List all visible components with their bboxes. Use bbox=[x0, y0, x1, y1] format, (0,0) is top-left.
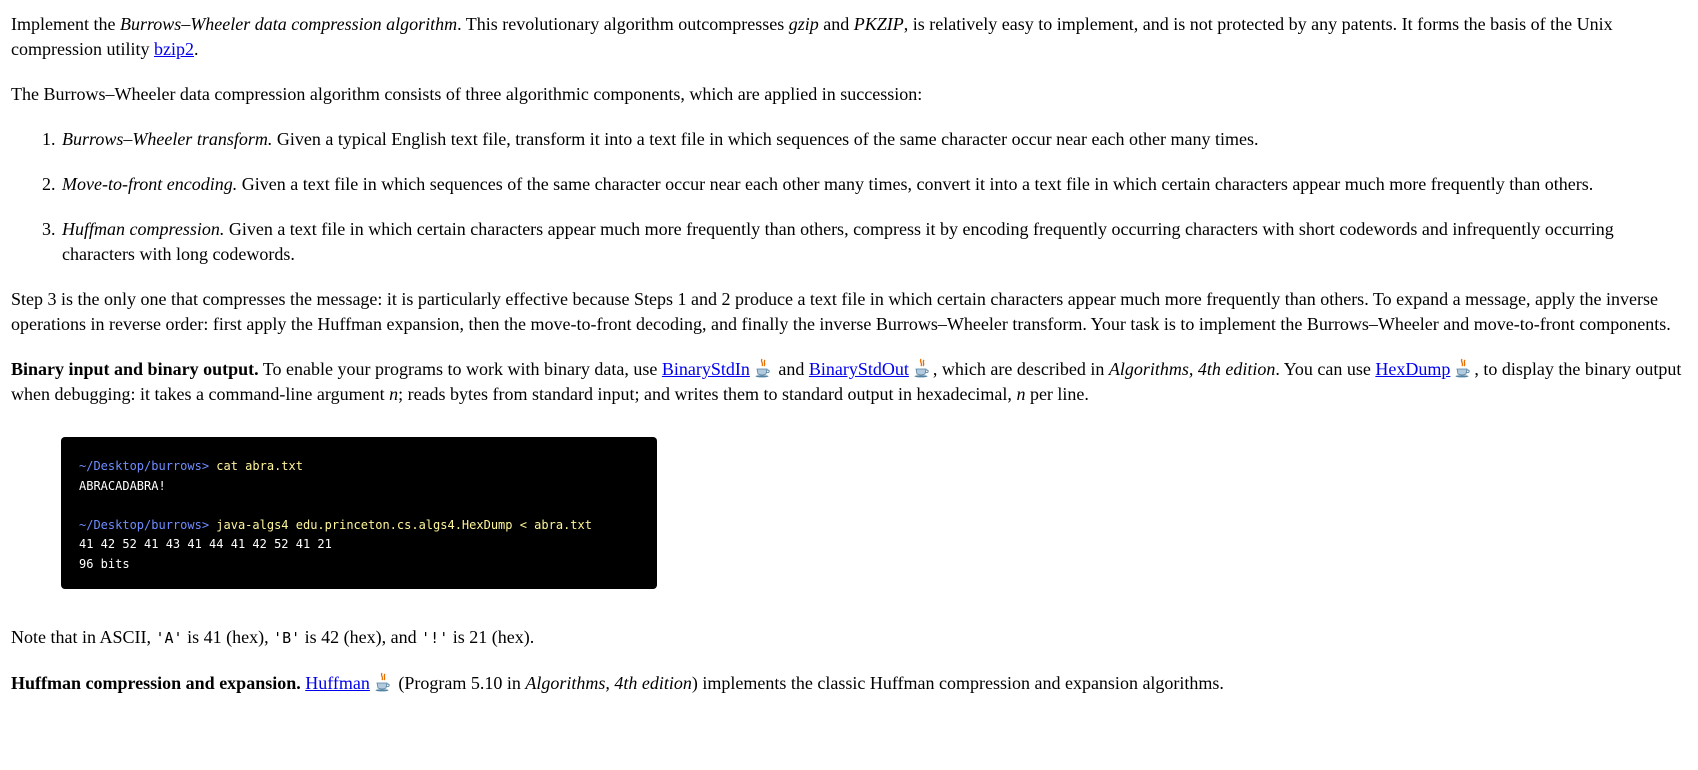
step-text: Given a text file in which certain characters appear much more frequently than others, compress it by encoding frequently occurring characters with short codewords and infrequently occurring characters with long codewords. bbox=[62, 219, 1614, 264]
ascii-code: 'B' bbox=[273, 629, 301, 647]
terminal-line bbox=[79, 457, 639, 477]
intro-paragraph bbox=[11, 12, 1686, 62]
terminal-blank-line bbox=[79, 496, 639, 516]
java-coffee-cup-icon[interactable] bbox=[913, 358, 930, 378]
terminal-output: 41 42 52 41 43 41 44 41 42 52 41 21 bbox=[79, 537, 332, 551]
java-coffee-cup-icon[interactable] bbox=[754, 358, 771, 378]
binary-io-text: ; reads bytes from standard input; and writes them to standard output in hexadecimal, bbox=[398, 384, 1017, 404]
argument-n: n bbox=[1016, 384, 1026, 404]
book-title: Algorithms, 4th edition bbox=[525, 673, 692, 693]
binary-io-text: . You can use bbox=[1275, 359, 1376, 379]
list-item bbox=[60, 217, 1686, 267]
list-item bbox=[60, 172, 1686, 197]
book-title: Algorithms, 4th edition bbox=[1108, 359, 1276, 379]
java-coffee-cup-icon[interactable] bbox=[374, 672, 391, 692]
terminal-command: java-algs4 edu.princeton.cs.algs4.HexDump < abra.txt bbox=[216, 517, 592, 532]
binary-io-paragraph bbox=[11, 357, 1686, 407]
components-list bbox=[11, 127, 1686, 267]
list-item bbox=[60, 127, 1686, 152]
hexdump-link[interactable]: HexDump bbox=[1375, 359, 1451, 379]
step-text: Given a typical English text file, transform it into a text file in which sequences of the same character occur near each other many times. bbox=[272, 129, 1259, 149]
intro-text: . This revolutionary algorithm outcompresses bbox=[457, 14, 789, 34]
binarystdin-link[interactable]: BinaryStdIn bbox=[661, 359, 750, 379]
argument-n: n bbox=[389, 384, 399, 404]
ascii-code: '!' bbox=[421, 629, 449, 647]
huffman-link[interactable]: Huffman bbox=[305, 673, 370, 693]
intro-text: . bbox=[194, 39, 199, 59]
intro-text: , is relatively easy to implement, and is not protected by any patents. It forms the basis of the Unix compression utility bbox=[11, 14, 1613, 59]
intro-text: Implement the bbox=[11, 14, 120, 34]
ascii-note bbox=[11, 625, 1686, 651]
components-intro: The Burrows–Wheeler data compression algorithm consists of three algorithmic components, which are applied in succession: bbox=[11, 84, 923, 104]
ascii-text: is 41 (hex), bbox=[182, 627, 274, 647]
binary-io-text: and bbox=[773, 359, 809, 379]
binary-io-heading: Binary input and binary output. bbox=[11, 359, 259, 379]
terminal-output: ABRACADABRA! bbox=[79, 478, 166, 493]
step-title: Move-to-front encoding. bbox=[62, 174, 238, 194]
terminal-line bbox=[79, 516, 639, 536]
terminal-prompt: ~/Desktop/burrows> bbox=[79, 517, 217, 532]
step3-paragraph: Step 3 is the only one that compresses the message: it is particularly effective because Steps 1 and 2 produce a text file in which certain characters appear much more frequently than others. To expand a message, apply the inverse operations in reverse order: first apply the Huffman expansion, then the move-to-front decoding, and finally the inverse Burrows–Wheeler transform. Your task is to implement the Burrows–Wheeler and move-to-front components. bbox=[11, 289, 1671, 334]
binarystdout-link[interactable]: BinaryStdOut bbox=[808, 359, 909, 379]
intro-algorithm-name: Burrows–Wheeler data compression algorithm bbox=[119, 14, 458, 34]
step-title: Burrows–Wheeler transform. bbox=[62, 129, 273, 149]
terminal-prompt: ~/Desktop/burrows> bbox=[79, 459, 217, 473]
ascii-text: is 21 (hex). bbox=[448, 627, 535, 647]
terminal-command: cat abra.txt bbox=[216, 459, 303, 473]
huffman-text: (Program 5.10 in bbox=[393, 673, 526, 693]
java-coffee-cup-icon[interactable] bbox=[1454, 358, 1471, 378]
binary-io-text: , which are described in bbox=[932, 359, 1109, 379]
huffman-text: ) implements the classic Huffman compression and expansion algorithms. bbox=[691, 673, 1224, 693]
binary-io-text: per line. bbox=[1025, 384, 1089, 404]
huffman-heading: Huffman compression and expansion. bbox=[11, 673, 301, 693]
intro-text: and bbox=[818, 14, 854, 34]
ascii-code: 'A' bbox=[155, 629, 183, 647]
intro-gzip: gzip bbox=[788, 14, 819, 34]
huffman-paragraph bbox=[11, 671, 1686, 696]
terminal-output: 96 bits bbox=[79, 556, 130, 571]
terminal-example bbox=[61, 437, 657, 589]
ascii-text: Note that in ASCII, bbox=[11, 627, 156, 647]
binary-io-text: To enable your programs to work with binary data, use bbox=[258, 359, 662, 379]
binary-io-text: , to display the binary output when debugging: it takes a command-line argument bbox=[11, 359, 1682, 404]
intro-pkzip: PKZIP bbox=[853, 14, 904, 34]
ascii-text: is 42 (hex), and bbox=[300, 627, 422, 647]
step-text: Given a text file in which sequences of the same character occur near each other many times, convert it into a text file in which certain characters appear much more frequently than others. bbox=[237, 174, 1594, 194]
step-title: Huffman compression. bbox=[62, 219, 225, 239]
bzip2-link[interactable]: bzip2 bbox=[154, 39, 194, 59]
